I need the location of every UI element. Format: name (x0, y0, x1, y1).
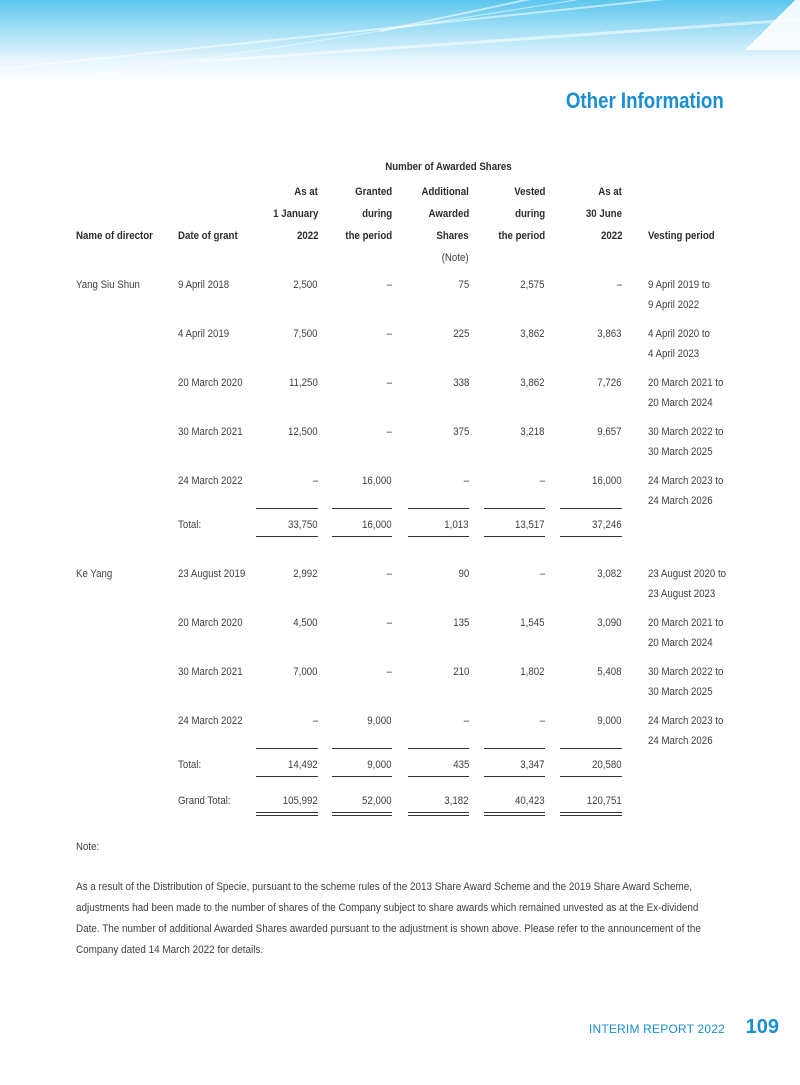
cell-additional: – (463, 715, 469, 727)
grand-total-vested: 40,423 (515, 795, 545, 807)
cell-additional: 75 (458, 279, 469, 291)
cell-vested: 2,575 (520, 279, 545, 291)
total-rule (332, 536, 392, 537)
cell-vested: – (539, 715, 545, 727)
vesting-period-start: 20 March 2021 to (648, 377, 724, 389)
note-label: Note: (76, 841, 100, 853)
subtotal-rule (332, 748, 392, 749)
page-number: 109 (745, 1016, 779, 1038)
column-header-granted: during (361, 208, 392, 220)
subtotal-rule (408, 508, 469, 509)
column-header-name: Name of director (76, 230, 153, 242)
cell-asat1: 12,500 (288, 426, 318, 438)
note-line: Date. The number of additional Awarded Shares awarded pursuant to the adjustment is shown above. Please refer to the announcement of the (76, 923, 701, 935)
cell-vested: 3,862 (520, 377, 545, 389)
column-header-date: Date of grant (178, 230, 238, 242)
total-rule (484, 536, 545, 537)
grand-total-granted: 52,000 (362, 795, 392, 807)
director-name: Yang Siu Shun (76, 279, 140, 291)
vesting-period-end: 20 March 2024 (648, 397, 713, 409)
cell-asat1: – (312, 715, 318, 727)
column-header-asat2: As at (598, 186, 622, 198)
cell-additional: 90 (458, 568, 469, 580)
total-asat1: 14,492 (288, 759, 318, 771)
grant-date: 20 March 2020 (178, 377, 243, 389)
cell-additional: – (463, 475, 469, 487)
note-line: As a result of the Distribution of Specie, pursuant to the scheme rules of the 2013 Share Award Scheme and the 2019 Share Award Scheme, (76, 881, 693, 893)
cell-granted: – (386, 279, 392, 291)
cell-granted: – (386, 617, 392, 629)
column-header-asat1: As at (294, 186, 318, 198)
total-additional: 435 (452, 759, 469, 771)
grant-date: 24 March 2022 (178, 475, 243, 487)
total-vested: 3,347 (520, 759, 545, 771)
vesting-period-start: 23 August 2020 to (648, 568, 727, 580)
cell-asat1: 2,992 (293, 568, 318, 580)
grant-date: 4 April 2019 (178, 328, 230, 340)
grand-total-rule (408, 815, 469, 816)
total-label: Total: (178, 759, 202, 771)
cell-asat2: – (616, 279, 622, 291)
grand-total-rule (332, 815, 392, 816)
cell-vested: – (539, 475, 545, 487)
total-asat2: 20,580 (592, 759, 622, 771)
column-header-vested: Vested (513, 186, 545, 198)
cell-granted: – (386, 666, 392, 678)
vesting-period-end: 30 March 2025 (648, 686, 713, 698)
grant-date: 24 March 2022 (178, 715, 243, 727)
cell-asat1: – (312, 475, 318, 487)
grand-total-label: Grand Total: (178, 795, 231, 807)
cell-asat2: 9,657 (597, 426, 622, 438)
cell-additional: 225 (452, 328, 469, 340)
grand-total-rule (484, 815, 545, 816)
vesting-period-start: 20 March 2021 to (648, 617, 724, 629)
section-title: Other Information (566, 88, 724, 113)
total-vested: 13,517 (515, 519, 545, 531)
cell-granted: – (386, 377, 392, 389)
note-paragraph (76, 877, 724, 961)
grant-date: 9 April 2018 (178, 279, 230, 291)
column-header-additional: Additional (421, 186, 469, 198)
cell-asat2: 3,082 (597, 568, 622, 580)
column-header-asat1: 2022 (296, 230, 318, 242)
grand-total-asat2: 120,751 (587, 795, 622, 807)
subtotal-rule (560, 748, 622, 749)
column-header-asat2: 2022 (600, 230, 622, 242)
vesting-period-start: 24 March 2023 to (648, 715, 724, 727)
grand-total-rule (560, 812, 622, 813)
cell-asat2: 7,726 (597, 377, 622, 389)
cell-granted: – (386, 568, 392, 580)
cell-granted: 9,000 (367, 715, 392, 727)
total-rule (560, 536, 622, 537)
grand-total-rule (332, 812, 392, 813)
cell-additional: 338 (452, 377, 469, 389)
vesting-period-end: 9 April 2022 (648, 299, 700, 311)
cell-asat2: 5,408 (597, 666, 622, 678)
grand-total-rule (256, 812, 318, 813)
cell-asat1: 7,500 (293, 328, 318, 340)
column-header-vesting: Vesting period (648, 230, 715, 242)
vesting-period-end: 20 March 2024 (648, 637, 713, 649)
total-rule (256, 536, 318, 537)
cell-asat2: 9,000 (597, 715, 622, 727)
subtotal-rule (484, 508, 545, 509)
note-line: Company dated 14 March 2022 for details. (76, 944, 264, 956)
column-header-asat2: 30 June (585, 208, 622, 220)
cell-vested: 1,802 (520, 666, 545, 678)
vesting-period-end: 23 August 2023 (648, 588, 716, 600)
vesting-period-start: 30 March 2022 to (648, 426, 724, 438)
subtotal-rule (484, 748, 545, 749)
vesting-period-end: 4 April 2023 (648, 348, 700, 360)
total-granted: 16,000 (362, 519, 392, 531)
subtotal-rule (560, 508, 622, 509)
column-header-additional: Shares (436, 230, 469, 242)
cell-vested: 3,218 (520, 426, 545, 438)
grand-total-rule (256, 815, 318, 816)
total-rule (332, 776, 392, 777)
total-asat2: 37,246 (592, 519, 622, 531)
cell-asat1: 4,500 (293, 617, 318, 629)
column-header-additional: (Note) (442, 252, 469, 264)
vesting-period-start: 30 March 2022 to (648, 666, 724, 678)
total-rule (560, 776, 622, 777)
cell-vested: 3,862 (520, 328, 545, 340)
total-rule (484, 776, 545, 777)
subtotal-rule (408, 748, 469, 749)
column-header-vested: during (514, 208, 545, 220)
total-additional: 1,013 (444, 519, 469, 531)
cell-vested: 1,545 (520, 617, 545, 629)
grand-total-rule (408, 812, 469, 813)
grand-total-asat1: 105,992 (283, 795, 318, 807)
vesting-period-end: 24 March 2026 (648, 495, 713, 507)
total-rule (408, 536, 469, 537)
group-header: Number of Awarded Shares (385, 161, 512, 173)
cell-asat1: 7,000 (293, 666, 318, 678)
cell-additional: 210 (452, 666, 469, 678)
vesting-period-end: 30 March 2025 (648, 446, 713, 458)
cell-granted: – (386, 328, 392, 340)
grant-date: 20 March 2020 (178, 617, 243, 629)
cell-granted: 16,000 (362, 475, 392, 487)
column-header-granted: the period (345, 230, 392, 242)
cell-asat1: 2,500 (293, 279, 318, 291)
cell-granted: – (386, 426, 392, 438)
vesting-period-start: 4 April 2020 to (648, 328, 710, 340)
subtotal-rule (332, 508, 392, 509)
cell-additional: 375 (452, 426, 469, 438)
subtotal-rule (256, 748, 318, 749)
report-label: INTERIM REPORT 2022 (588, 1022, 725, 1036)
total-rule (408, 776, 469, 777)
grand-total-additional: 3,182 (444, 795, 469, 807)
cell-asat2: 16,000 (592, 475, 622, 487)
column-header-vested: the period (498, 230, 545, 242)
total-asat1: 33,750 (288, 519, 318, 531)
grant-date: 23 August 2019 (178, 568, 246, 580)
column-header-granted: Granted (354, 186, 392, 198)
total-rule (256, 776, 318, 777)
cell-asat1: 11,250 (289, 377, 318, 389)
cell-vested: – (539, 568, 545, 580)
total-granted: 9,000 (367, 759, 392, 771)
subtotal-rule (256, 508, 318, 509)
grand-total-rule (484, 812, 545, 813)
column-header-asat1: 1 January (272, 208, 318, 220)
grant-date: 30 March 2021 (178, 666, 243, 678)
total-label: Total: (178, 519, 202, 531)
cell-asat2: 3,863 (597, 328, 622, 340)
note-line: adjustments had been made to the number of shares of the Company subject to share awards which remained unvested as at the Ex-dividend (76, 902, 699, 914)
cell-additional: 135 (452, 617, 469, 629)
vesting-period-start: 9 April 2019 to (648, 279, 710, 291)
cell-asat2: 3,090 (597, 617, 622, 629)
grant-date: 30 March 2021 (178, 426, 243, 438)
vesting-period-start: 24 March 2023 to (648, 475, 724, 487)
director-name: Ke Yang (76, 568, 113, 580)
vesting-period-end: 24 March 2026 (648, 735, 713, 747)
column-header-additional: Awarded (428, 208, 469, 220)
grand-total-rule (560, 815, 622, 816)
